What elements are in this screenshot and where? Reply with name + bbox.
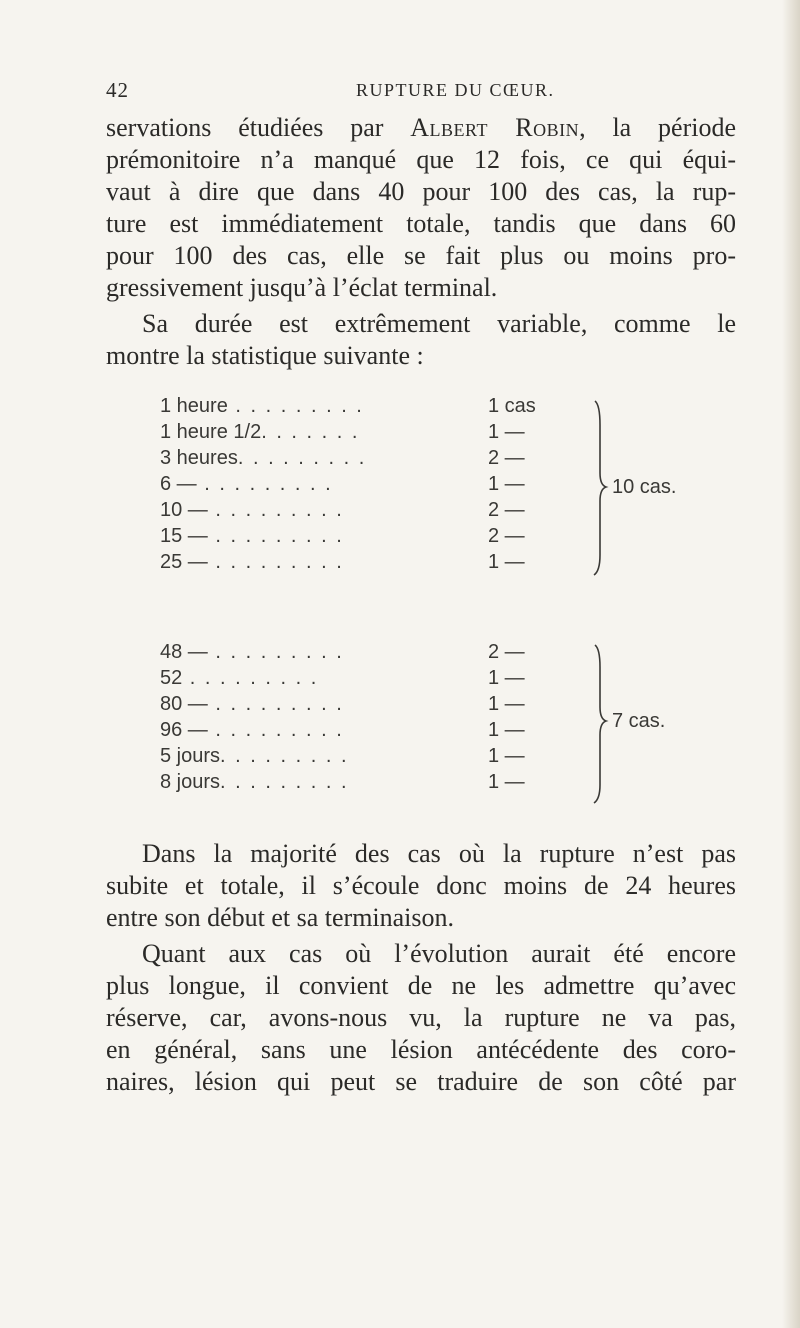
text-line: servations étudiées par Albert Robin, la période: [106, 113, 736, 142]
duration-statistics-table: [160, 395, 720, 825]
page-edge-shadow: [782, 0, 800, 1328]
duration-cell: 80 — . . . . . . . . .: [160, 693, 344, 715]
text-line: naires, lésion qui peut se traduire de son côté par: [106, 1067, 736, 1096]
text-line: prémonitoire n’a manqué que 12 fois, ce qui équi-: [106, 145, 736, 174]
duration-cell: 1 heure . . . . . . . . .: [160, 395, 364, 417]
duration-cell: 8 jours. . . . . . . . .: [160, 771, 349, 793]
text-line: plus longue, il convient de ne les admettre qu’avec: [106, 971, 736, 1000]
text-line: gressivement jusqu’à l’éclat terminal.: [106, 273, 498, 302]
page-number: 42: [106, 78, 129, 102]
brace-group-2: [160, 395, 720, 825]
text-line: subite et totale, il s’écoule donc moins de 24 heures: [106, 871, 736, 900]
count-cell: 2 —: [488, 447, 525, 469]
duration-cell: 25 — . . . . . . . . .: [160, 551, 344, 573]
duration-cell: 52 . . . . . . . . .: [160, 667, 319, 689]
count-cell: 1 —: [488, 551, 525, 573]
text-line: vaut à dire que dans 40 pour 100 des cas, la rup-: [106, 177, 736, 206]
text-line: ture est immédiatement totale, tandis que dans 60: [106, 209, 736, 238]
count-cell: 1 —: [488, 745, 525, 767]
count-cell: 1 —: [488, 667, 525, 689]
duration-cell: 15 — . . . . . . . . .: [160, 525, 344, 547]
duration-cell: 10 — . . . . . . . . .: [160, 499, 344, 521]
duration-cell: 6 — . . . . . . . . .: [160, 473, 333, 495]
paragraph-longer-evolution: [106, 938, 736, 1098]
duration-cell: 5 jours. . . . . . . . .: [160, 745, 349, 767]
running-title: RUPTURE DU CŒUR.: [356, 80, 555, 100]
group-2-total: 7 cas.: [612, 710, 666, 732]
count-cell: 2 —: [488, 499, 525, 521]
paragraph-duration-intro: [106, 308, 736, 372]
text-line: Quant aux cas où l’évolution aurait été encore: [142, 939, 736, 968]
count-cell: 1 —: [488, 421, 525, 443]
duration-cell: 1 heure 1/2. . . . . . .: [160, 421, 360, 443]
duration-cell: 48 — . . . . . . . . .: [160, 641, 344, 663]
duration-cell: 96 — . . . . . . . . .: [160, 719, 344, 741]
count-cell: 2 —: [488, 641, 525, 663]
count-cell: 2 —: [488, 525, 525, 547]
count-cell: 1 —: [488, 719, 525, 741]
count-cell: 1 —: [488, 473, 525, 495]
count-cell: 1 cas: [488, 395, 536, 417]
text-line: Sa durée est extrêmement variable, comme le: [142, 309, 736, 338]
text-line: montre la statistique suivante :: [106, 341, 424, 370]
text-line: entre son début et sa terminaison.: [106, 903, 455, 932]
count-cell: 1 —: [488, 771, 525, 793]
text-line: Dans la majorité des cas où la rupture n’est pas: [142, 839, 736, 868]
duration-cell: 3 heures. . . . . . . . .: [160, 447, 367, 469]
text-line: réserve, car, avons-nous vu, la rupture ne va pas,: [106, 1003, 736, 1032]
group-1-total: 10 cas.: [612, 476, 677, 498]
text-line: pour 100 des cas, elle se fait plus ou moins pro-: [106, 241, 736, 270]
text-line: en général, sans une lésion antécédente des coro-: [106, 1035, 736, 1064]
author-name: Albert Robin: [410, 113, 580, 142]
paragraph-observations: [106, 112, 736, 304]
paragraph-majority: [106, 838, 736, 934]
running-header: [106, 78, 736, 108]
count-cell: 1 —: [488, 693, 525, 715]
